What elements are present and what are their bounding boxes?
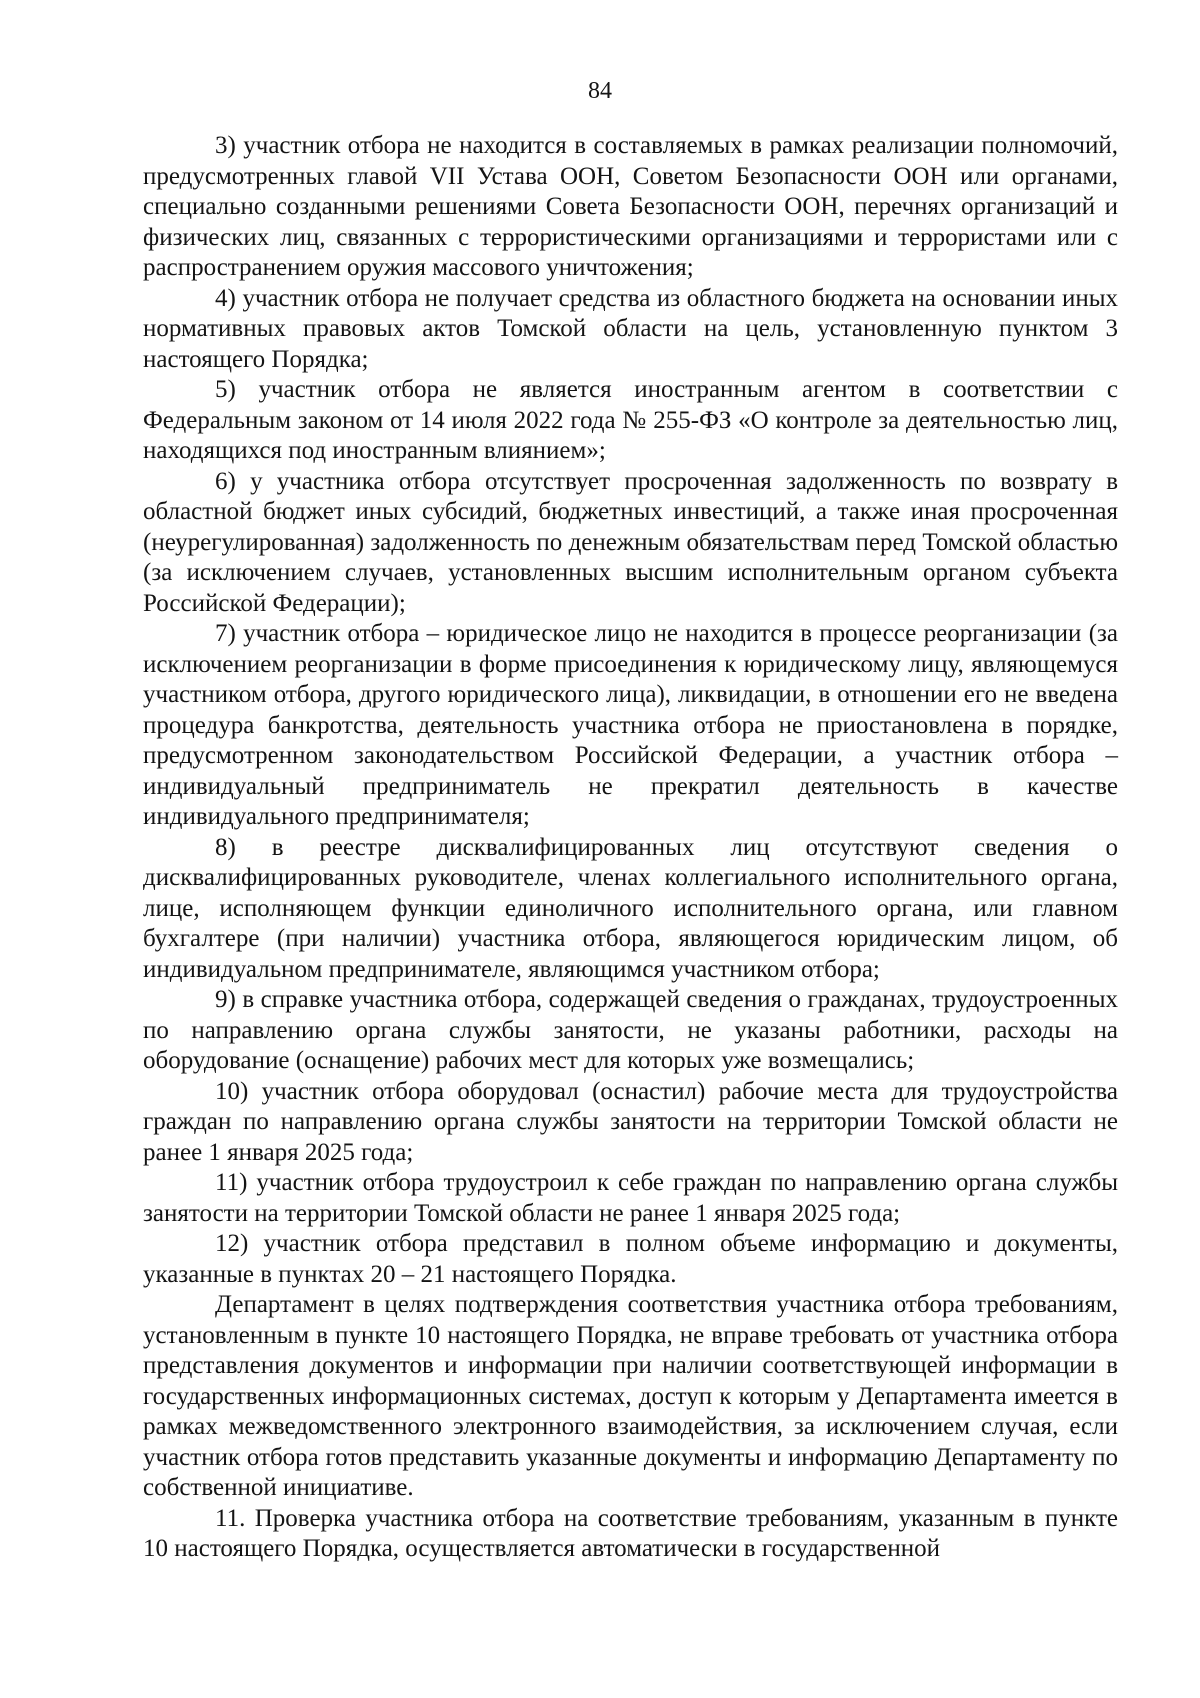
paragraph-item-7: 7) участник отбора – юридическое лицо не находится в процессе реорганизации (за исключением реорганизации в форме присоединения к юридическому лицу, являющемуся участником отбора, другого юридического лица), ликвидации, в отношении его не введена процедура банкротства, деятельность участника отбора не приостановлена в порядке, предусмотренном законодательством Российской Федерации, а участник отбора – индивидуальный предприниматель не прекратил деятельность в качестве индивидуального предпринимателя; [143,620,1118,830]
paragraph-item-9: 9) в справке участника отбора, содержащей сведения о гражданах, трудоустроенных по направлению органа службы занятости, не указаны работники, расходы на оборудование (оснащение) рабочих мест для которых уже возмещались; [143,986,1118,1074]
paragraph-item-12: 12) участник отбора представил в полном объеме информацию и документы, указанные в пунктах 20 – 21 настоящего Порядка. [143,1230,1118,1288]
paragraph-item-3: 3) участник отбора не находится в составляемых в рамках реализации полномочий, предусмотренных главой VII Устава ООН, Советом Безопасности ООН или органами, специально созданными решениями Совета Безопасности ООН, перечнях организаций и физических лиц, связанных с террористическими организациями и террористами или с распространением оружия массового уничтожения; [143,132,1118,281]
paragraph-item-6: 6) у участника отбора отсутствует просроченная задолженность по возврату в областной бюджет иных субсидий, бюджетных инвестиций, а также иная просроченная (неурегулированная) задолженность по денежным обязательствам перед Томской областью (за исключением случаев, установленных высшим исполнительным органом субъекта Российской Федерации); [143,467,1118,617]
paragraph-department: Департамент в целях подтверждения соответствия участника отбора требованиям, установленным в пункте 10 настоящего Порядка, не вправе требовать от участника отбора представления документов и информации при наличии соответствующей информации в государственных информационных системах, доступ к которым у Департамента имеется в рамках межведомственного электронного взаимодействия, за исключением случая, если участник отбора готов представить указанные документы и информацию Департаменту по собственной инициативе. [143,1291,1118,1501]
paragraph-item-8: 8) в реестре дисквалифицированных лиц отсутствуют сведения о дисквалифицированных руководителе, членах коллегиального исполнительного органа, лице, исполняющем функции единоличного исполнительного органа, или главном бухгалтере (при наличии) участника отбора, являющегося юридическим лицом, об индивидуальном предпринимателе, являющимся участником отбора; [143,833,1118,983]
paragraph-item-4: 4) участник отбора не получает средства из областного бюджета на основании иных нормативных правовых актов Томской области на цель, установленную пунктом 3 настоящего Порядка; [143,284,1118,373]
page-number: 84 [588,78,612,104]
paragraph-item-10: 10) участник отбора оборудовал (оснастил) рабочие места для трудоустройства граждан по направлению органа службы занятости на территории Томской области не ранее 1 января 2025 года; [143,1077,1118,1166]
document-body [143,131,1118,1565]
paragraph-item-5: 5) участник отбора не является иностранным агентом в соответствии с Федеральным законом от 14 июля 2022 года № 255-ФЗ «О контроле за деятельностью лиц, находящихся под иностранным влиянием»; [143,376,1118,464]
paragraph-section-11: 11. Проверка участника отбора на соответствие требованиям, указанным в пункте 10 настоящего Порядка, осуществляется автоматически в государственной [143,1504,1118,1562]
paragraph-item-11: 11) участник отбора трудоустроил к себе граждан по направлению органа службы занятости на территории Томской области не ранее 1 января 2025 года; [143,1169,1118,1227]
